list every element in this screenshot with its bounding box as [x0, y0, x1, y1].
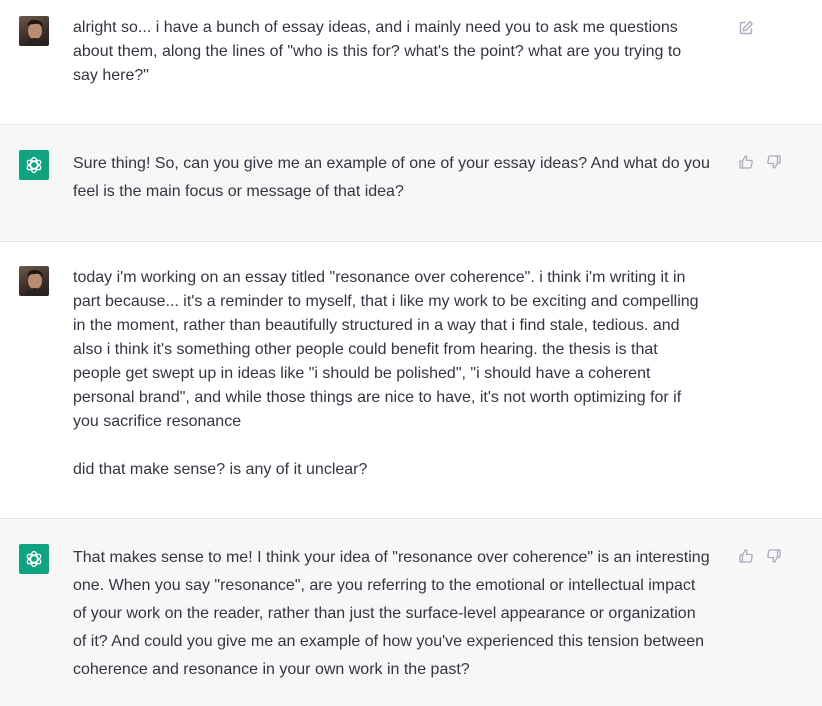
user-message [0, 0, 822, 124]
assistant-avatar [19, 544, 49, 574]
user-avatar [19, 266, 49, 296]
thumbs-down-icon[interactable] [766, 548, 782, 564]
message-text: That makes sense to me! I think your idea of "resonance over coherence" is an interesting one. When you say "resonance", are you referring to the emotional or intellectual impact of your work on the reader, rather than just the surface-level appearance or organization of it? And could you give me an example of how you've experienced this tension between coherence and resonance in your own work in the past? [73, 549, 710, 678]
user-photo-icon [19, 16, 49, 46]
user-photo-icon [19, 266, 49, 296]
thumbs-up-icon[interactable] [738, 548, 754, 564]
user-message [0, 242, 822, 518]
message-text: alright so... i have a bunch of essay ideas, and i mainly need you to ask me questions about them, along the lines of "who is this for? what's the point? what are you trying to say here?" [73, 19, 682, 84]
message-text: today i'm working on an essay titled "resonance over coherence". i think i'm writing it in part because... it's a reminder to myself, that i like my work to be exciting and compelling in the moment, rather than beautifully structured in a way that i find stale, tedious. and also i think it's something other people could benefit from hearing. the thesis is that people get swept up in ideas like "i should be polished", "i should have a coherent personal brand", and while those things are nice to have, it's not worth optimizing for if you sacrifice resonance did that make sense? is any of it unclear? [73, 269, 699, 478]
assistant-avatar [19, 150, 49, 180]
edit-icon[interactable] [738, 20, 754, 36]
assistant-message [0, 124, 822, 242]
message-text: Sure thing! So, can you give me an example of one of your essay ideas? And what do you feel is the main focus or message of that idea? [73, 155, 710, 200]
user-avatar [19, 16, 49, 46]
thumbs-down-icon[interactable] [766, 154, 782, 170]
thumbs-up-icon[interactable] [738, 154, 754, 170]
openai-logo-icon [24, 155, 44, 175]
openai-logo-icon [24, 549, 44, 569]
assistant-message [0, 518, 822, 706]
